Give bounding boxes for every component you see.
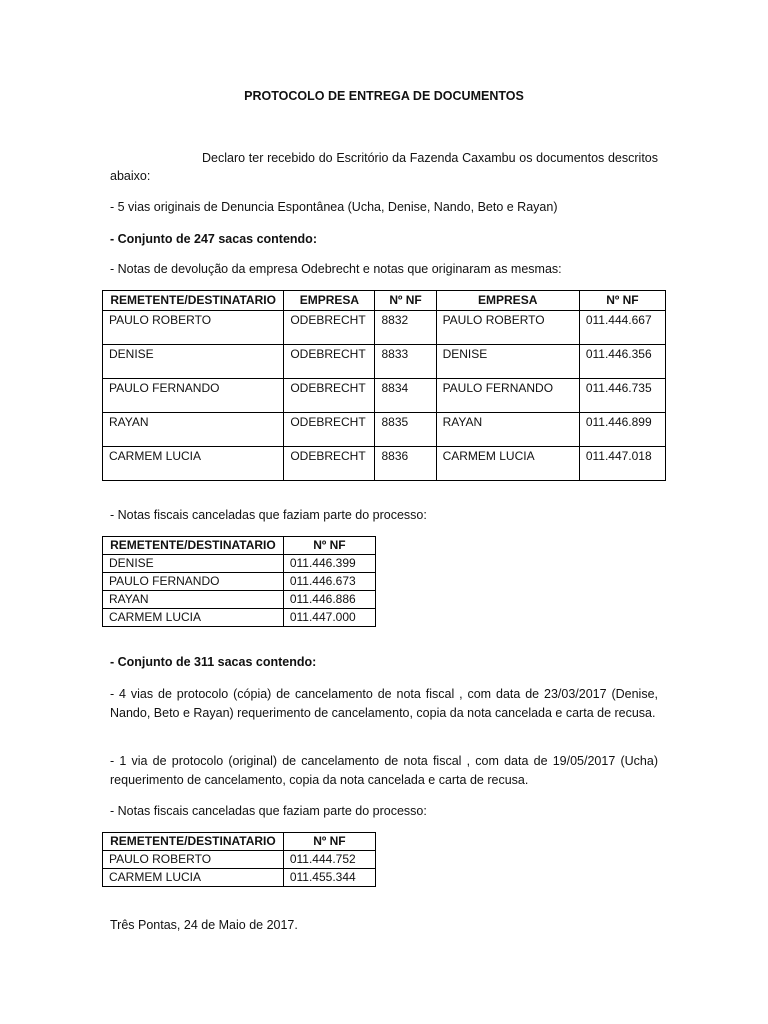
table-cell: 011.446.399 [283,555,375,573]
table-cell: 011.446.899 [579,413,665,447]
table-cell: PAULO ROBERTO [436,311,579,345]
table-cell: 011.446.886 [283,591,375,609]
document-title: PROTOCOLO DE ENTREGA DE DOCUMENTOS [244,89,524,103]
table-cell: 011.446.673 [283,573,375,591]
table-cell: ODEBRECHT [284,379,375,413]
table-cell: 011.446.356 [579,345,665,379]
table-cell: DENISE [103,555,284,573]
table-cell: 8834 [375,379,436,413]
table-devolucao [102,290,666,481]
table-cell: 011.444.667 [579,311,665,345]
table-cell: ODEBRECHT [284,345,375,379]
table-cell: CARMEM LUCIA [103,447,284,481]
column-header: Nº NF [375,291,436,311]
item-denuncia: - 5 vias originais de Denuncia Espontânea (Ucha, Denise, Nando, Beto e Rayan) [110,200,558,214]
table-cell: PAULO FERNANDO [103,379,284,413]
table-cell: CARMEM LUCIA [103,609,284,627]
table-cell: 011.444.752 [283,851,375,869]
closing-date: Três Pontas, 24 de Maio de 2017. [110,918,298,932]
column-header: REMETENTE/DESTINATARIO [103,833,284,851]
item-conjunto-311: - Conjunto de 311 sacas contendo: [110,655,317,669]
table-cell: CARMEM LUCIA [436,447,579,481]
table-cell: PAULO ROBERTO [103,311,284,345]
table-cell: 011.455.344 [283,869,375,887]
item-protocolo-original: - 1 via de protocolo (original) de cancelamento de nota fiscal , com data de 19/05/2017 (Ucha) requerimento de cancelamento, copia da nota cancelada e carta de recusa. [110,754,658,787]
column-header: Nº NF [283,537,375,555]
table-cell: 8835 [375,413,436,447]
table-cell: 8836 [375,447,436,481]
table-row [103,851,376,869]
item-notas-canceladas-2: - Notas fiscais canceladas que faziam parte do processo: [110,804,427,818]
table-row [103,555,376,573]
table-cell: 8833 [375,345,436,379]
table-row [103,379,666,413]
table-row [103,413,666,447]
table-cell: RAYAN [103,413,284,447]
item-protocolo-copia: - 4 vias de protocolo (cópia) de cancelamento de nota fiscal , com data de 23/03/2017 (Denise, Nando, Beto e Rayan) requerimento de cancelamento, copia da nota cancelada e carta de recusa. [110,687,658,720]
column-header: Nº NF [579,291,665,311]
table-cell: RAYAN [103,591,284,609]
column-header: EMPRESA [284,291,375,311]
table-cell: DENISE [436,345,579,379]
table-header-row [103,291,666,311]
table-cell: RAYAN [436,413,579,447]
column-header: EMPRESA [436,291,579,311]
table-cell: 011.446.735 [579,379,665,413]
table-row [103,869,376,887]
table-cell: 8832 [375,311,436,345]
table-cell: DENISE [103,345,284,379]
table-header-row [103,833,376,851]
item-notas-devolucao: - Notas de devolução da empresa Odebrecht e notas que originaram as mesmas: [110,262,562,276]
table-row [103,345,666,379]
table-row [103,311,666,345]
intro-paragraph: Declaro ter recebido do Escritório da Fazenda Caxambu os documentos descritos abaixo: [110,151,658,184]
item-conjunto-247: - Conjunto de 247 sacas contendo: [110,232,317,246]
table-row [103,609,376,627]
table-cell: 011.447.000 [283,609,375,627]
table-row [103,447,666,481]
table-row [103,573,376,591]
table-row [103,591,376,609]
table-cell: PAULO FERNANDO [103,573,284,591]
table-header-row [103,537,376,555]
column-header: REMETENTE/DESTINATARIO [103,291,284,311]
column-header: REMETENTE/DESTINATARIO [103,537,284,555]
table-cell: ODEBRECHT [284,447,375,481]
table-cell: PAULO FERNANDO [436,379,579,413]
column-header: Nº NF [283,833,375,851]
table-canceladas-2 [102,832,376,887]
table-cell: 011.447.018 [579,447,665,481]
item-notas-canceladas-1: - Notas fiscais canceladas que faziam parte do processo: [110,508,427,522]
table-cell: PAULO ROBERTO [103,851,284,869]
table-cell: ODEBRECHT [284,311,375,345]
table-cell: ODEBRECHT [284,413,375,447]
table-cell: CARMEM LUCIA [103,869,284,887]
table-canceladas-1 [102,536,376,627]
